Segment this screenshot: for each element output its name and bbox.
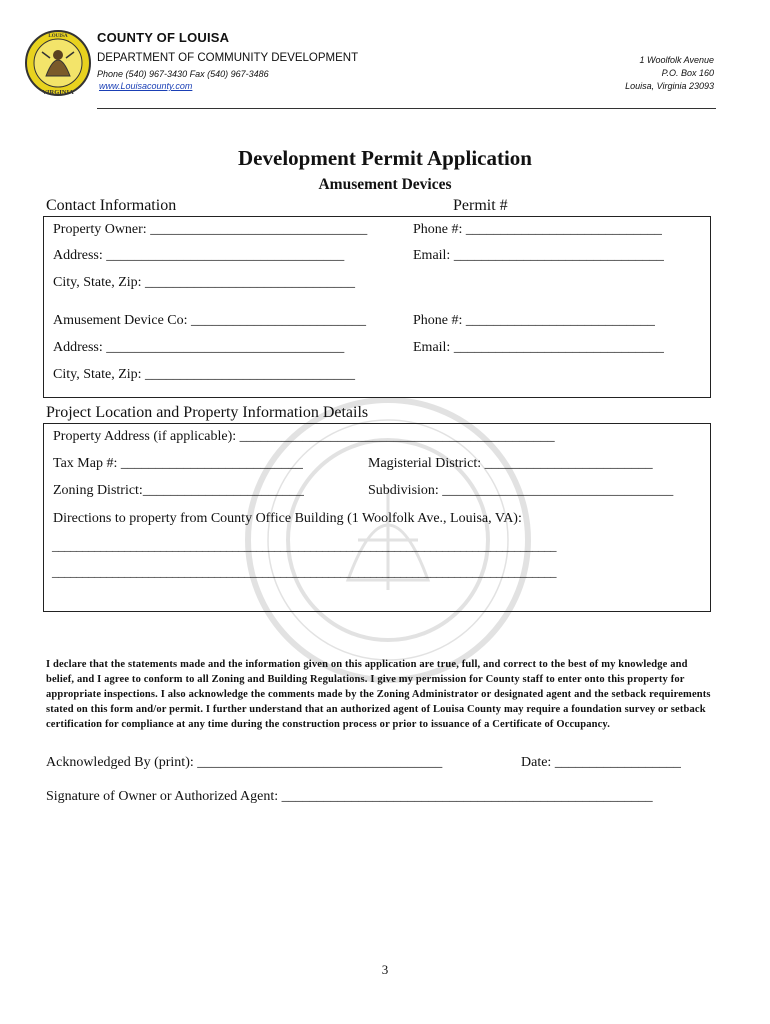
phone-fax: Phone (540) 967-3430 Fax (540) 967-3486 bbox=[97, 69, 269, 79]
tax-map-field[interactable]: Tax Map #: __________________________ bbox=[53, 456, 303, 471]
directions-line-1[interactable]: ____________________________________________________________________________________ bbox=[52, 538, 556, 553]
header-divider bbox=[97, 108, 716, 109]
department-name: DEPARTMENT OF COMMUNITY DEVELOPMENT bbox=[97, 52, 359, 64]
owner-city-field[interactable]: City, State, Zip: ______________________________ bbox=[53, 275, 356, 290]
magisterial-district-field[interactable]: Magisterial District: ________________________ bbox=[368, 456, 653, 471]
website-link[interactable]: www.Louisacounty.com bbox=[99, 81, 193, 91]
address-line-1: 1 Woolfolk Avenue bbox=[639, 55, 714, 65]
zoning-district-field[interactable]: Zoning District:_______________________ bbox=[53, 483, 304, 498]
property-address-field[interactable]: Property Address (if applicable): _____________________________________________ bbox=[53, 429, 555, 444]
device-company-field[interactable]: Amusement Device Co: _________________________ bbox=[53, 313, 367, 328]
permit-number-label: Permit # bbox=[453, 197, 508, 214]
svg-text:LOUISA: LOUISA bbox=[48, 34, 68, 39]
signature-field[interactable]: Signature of Owner or Authorized Agent: _____________________________________________________ bbox=[46, 789, 653, 804]
date-field[interactable]: Date: __________________ bbox=[521, 755, 681, 770]
subdivision-field[interactable]: Subdivision: _________________________________ bbox=[368, 483, 674, 498]
address-line-2: P.O. Box 160 bbox=[661, 68, 714, 78]
county-seal-logo bbox=[24, 28, 92, 98]
address-line-3: Louisa, Virginia 23093 bbox=[625, 81, 714, 91]
owner-email-field[interactable]: Email: ______________________________ bbox=[413, 248, 664, 263]
property-owner-field[interactable]: Property Owner: _______________________________ bbox=[53, 222, 368, 237]
svg-text:VIRGINIA: VIRGINIA bbox=[42, 89, 74, 96]
form-title: Development Permit Application bbox=[238, 146, 532, 170]
device-email-field[interactable]: Email: ______________________________ bbox=[413, 340, 664, 355]
device-city-field[interactable]: City, State, Zip: ______________________________ bbox=[53, 367, 356, 382]
directions-line-2[interactable]: ____________________________________________________________________________________ bbox=[52, 564, 556, 579]
owner-phone-field[interactable]: Phone #: ____________________________ bbox=[413, 222, 662, 237]
device-phone-field[interactable]: Phone #: ___________________________ bbox=[413, 313, 655, 328]
acknowledged-by-field[interactable]: Acknowledged By (print): ___________________________________ bbox=[46, 755, 443, 770]
mailing-address bbox=[625, 54, 714, 93]
directions-label: Directions to property from County Office Building (1 Woolfolk Ave., Louisa, VA): bbox=[53, 511, 522, 526]
form-subtitle: Amusement Devices bbox=[318, 176, 452, 193]
owner-address-field[interactable]: Address: __________________________________ bbox=[53, 248, 345, 263]
page-number: 3 bbox=[381, 962, 389, 977]
device-address-field[interactable]: Address: __________________________________ bbox=[53, 340, 345, 355]
project-heading: Project Location and Property Information Details bbox=[46, 404, 369, 421]
county-name: COUNTY OF LOUISA bbox=[97, 30, 230, 45]
contact-heading: Contact Information bbox=[46, 197, 177, 214]
declaration-text: I declare that the statements made and the information given on this application are true, full, and correct to the best of my knowledge and belief, and I agree to conform to all Zoning and Building Regulations. I give my permission for County staff to enter onto this property for appropriate inspections. I also acknowledge the comments made by the Zoning Administrator or designated agent and the setback requirements stated on this form and/or permit. I further understand that an authorized agent of Louisa County may require a foundation survey or setback certification for compliance at any time during the construction process or prior to issuance of a Certificate of Occupancy. bbox=[46, 659, 711, 730]
